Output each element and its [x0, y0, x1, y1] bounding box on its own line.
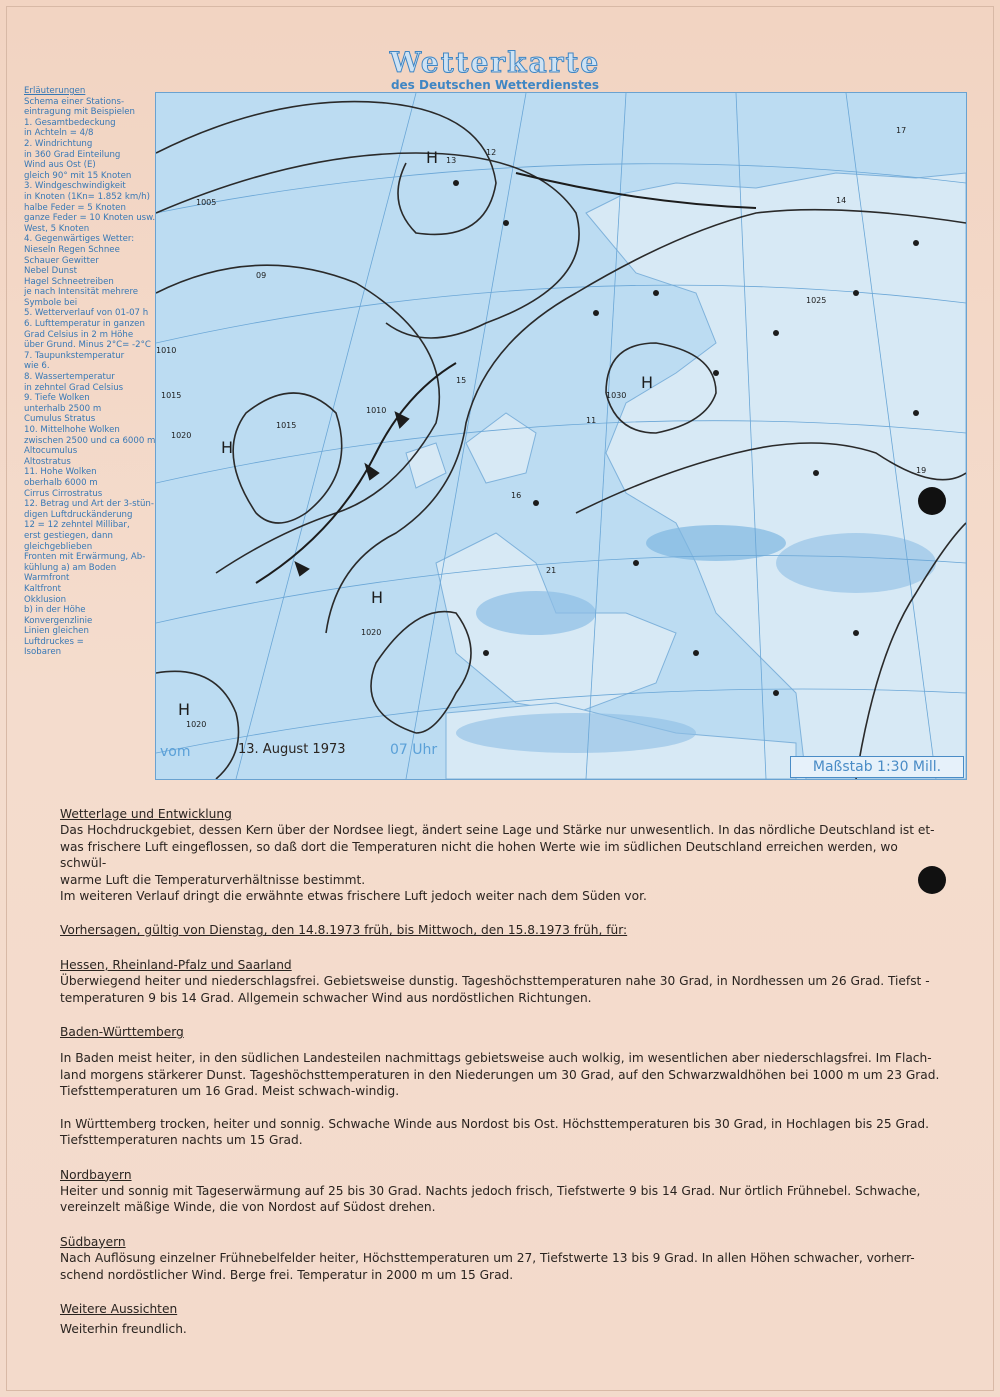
isobar-label-9: 1020	[361, 628, 382, 637]
station-value: 15	[456, 376, 467, 385]
legend-line: Fronten mit Erwärmung, Ab-	[24, 552, 146, 563]
map-graphic	[156, 93, 966, 779]
station-value: 19	[916, 466, 927, 475]
forecast-text	[60, 806, 940, 1338]
legend-line: Cirrus Cirrostratus	[24, 488, 103, 499]
legend-line: Kaltfront	[24, 583, 61, 594]
legend-line: gleichgeblieben	[24, 541, 93, 552]
section-heading-suedbayern: Südbayern	[60, 1234, 126, 1249]
legend-line: Nebel Dunst	[24, 266, 77, 277]
paragraph-line: was frischere Luft eingeflossen, so daß dort die Temperaturen nicht die hohen Werte wie im südlichen Deutschland erreichen werden, wo schwül-	[60, 839, 898, 871]
caption-vom: vom	[160, 744, 191, 760]
legend-line: in Achteln = 4/8	[24, 128, 94, 139]
paragraph-line: In Württemberg trocken, heiter und sonnig. Schwache Winde aus Nordost bis Ost. Höchsttemperaturen bis 30 Grad, in Hochlagen bis 25 Grad.	[60, 1116, 930, 1131]
section-heading-nordbayern: Nordbayern	[60, 1167, 132, 1182]
isobar-label-10: 1020	[186, 720, 207, 729]
legend-line: oberhalb 6000 m	[24, 477, 98, 488]
station-value: 09	[256, 271, 267, 280]
legend-line: 11. Hohe Wolken	[24, 467, 97, 478]
paragraph-line: Tiefsttemperaturen nachts um 15 Grad.	[60, 1133, 303, 1148]
caption-date: 13. August 1973	[238, 742, 346, 757]
station-value: 11	[586, 416, 597, 425]
station-value: 13	[446, 156, 457, 165]
legend-line: Linien gleichen	[24, 626, 89, 637]
isobar-label-1: 1005	[196, 198, 217, 207]
station-value: 21	[546, 566, 557, 575]
legend-line: in zehntel Grad Celsius	[24, 382, 124, 393]
paragraph-line: schend nordöstlicher Wind. Berge frei. Temperatur in 2000 m um 15 Grad.	[60, 1267, 514, 1282]
legend-panel	[24, 86, 159, 658]
paragraph-line: temperaturen 9 bis 14 Grad. Allgemein schwacher Wind aus nordöstlichen Richtungen.	[60, 990, 592, 1005]
legend-line: Nieseln Regen Schnee	[24, 244, 120, 255]
legend-line: halbe Feder = 5 Knoten	[24, 202, 126, 213]
legend-line: 5. Wetterverlauf von 01-07 h	[24, 308, 149, 319]
legend-line: Symbole bei	[24, 297, 78, 308]
legend-line: Isobaren	[24, 647, 62, 658]
section-heading-bw: Baden-Württemberg	[60, 1025, 184, 1040]
legend-line: Altostratus	[24, 456, 71, 467]
isobar-label-4: 1020	[171, 431, 192, 440]
legend-heading: Erläuterungen	[24, 86, 86, 96]
legend-line: Hagel Schneetreiben	[24, 276, 114, 287]
legend-line: eintragung mit Beispielen	[24, 107, 135, 118]
station-value: 17	[896, 126, 907, 135]
legend-line: gleich 90° mit 15 Knoten	[24, 170, 132, 181]
legend-line: Wind aus Ost (E)	[24, 160, 96, 171]
legend-line: 12 = 12 zehntel Millibar,	[24, 520, 130, 531]
paragraph-line: Weiterhin freundlich.	[60, 1322, 187, 1337]
station-value: 14	[836, 196, 847, 205]
legend-line: ganze Feder = 10 Knoten usw.	[24, 213, 156, 224]
paragraph-line: vereinzelt mäßige Winde, die von Nordost auf Südost drehen.	[60, 1200, 436, 1215]
station-value: 12	[486, 148, 497, 157]
weather-map	[155, 92, 967, 780]
legend-line: Schauer Gewitter	[24, 255, 99, 266]
title-sub: des Deutschen Wetterdienstes	[390, 78, 600, 92]
pressure-high-5: H	[426, 148, 439, 167]
legend-line: Warmfront	[24, 573, 70, 584]
isobar-label-5: 1025	[806, 296, 827, 305]
section-heading-aussichten: Weitere Aussichten	[60, 1301, 178, 1316]
paragraph-line: Heiter und sonnig mit Tageserwärmung auf 25 bis 30 Grad. Nachts jedoch frisch, Tiefstwerte 9 bis 14 Grad. Nur örtlich Frühnebel. Schwache,	[60, 1183, 921, 1198]
isobar-label-8: 1015	[276, 421, 297, 430]
legend-line: 4. Gegenwärtiges Wetter:	[24, 234, 135, 245]
legend-line: Okklusion	[24, 594, 67, 605]
section-heading-hessen: Hessen, Rheinland-Pfalz und Saarland	[60, 957, 292, 972]
legend-line: wie 6.	[24, 361, 50, 372]
pressure-high-3: H	[641, 373, 654, 392]
legend-line: Luftdruckes =	[24, 636, 84, 647]
legend-line: in 360 Grad Einteilung	[24, 149, 121, 160]
title-main: Wetterkarte	[389, 46, 601, 79]
legend-line: digen Luftdruckänderung	[24, 509, 133, 520]
legend-line: 3. Windgeschwindigkeit	[24, 181, 126, 192]
paragraph-line: land morgens stärkerer Dunst. Tageshöchsttemperaturen in den Niederungen um 30 Grad, auf den Schwarzwaldhöhen bei 1000 m um 23 Grad.	[60, 1067, 940, 1082]
legend-line: zwischen 2500 und ca 6000 m	[24, 435, 156, 446]
legend-line: 8. Wassertemperatur	[24, 372, 115, 383]
legend-line: 12. Betrag und Art der 3-stün-	[24, 499, 154, 510]
legend-line: erst gestiegen, dann	[24, 530, 113, 541]
station-value: 16	[511, 491, 522, 500]
legend-line: b) in der Höhe	[24, 605, 86, 616]
legend-line: kühlung a) am Boden	[24, 562, 117, 573]
legend-line: Schema einer Stations-	[24, 96, 125, 107]
legend-line: Konvergenzlinie	[24, 615, 93, 626]
pressure-high-4: H	[178, 700, 191, 719]
isobar-label-6: 1030	[606, 391, 627, 400]
caption-scale: Maßstab 1:30 Mill.	[790, 756, 964, 778]
legend-line: Altocumulus	[24, 446, 78, 457]
paragraph-line: In Baden meist heiter, in den südlichen Landesteilen nachmittags gebietsweise auch wolkig, im wesentlichen aber niederschlagsfrei. Im Flach-	[60, 1051, 932, 1066]
legend-line: je nach Intensität mehrere	[24, 287, 139, 298]
isobar-label-7: 1010	[366, 406, 387, 415]
paragraph-line: Im weiteren Verlauf dringt die erwähnte etwas frischere Luft jedoch weiter nach dem Süden vor.	[60, 889, 647, 904]
legend-line: unterhalb 2500 m	[24, 403, 102, 414]
legend-line: 1. Gesamtbedeckung	[24, 117, 116, 128]
legend-line: über Grund. Minus 2°C= -2°C	[24, 340, 151, 351]
paragraph-line: Tiefsttemperaturen um 16 Grad. Meist schwach-windig.	[60, 1084, 400, 1099]
legend-line: 9. Tiefe Wolken	[24, 393, 90, 404]
paragraph-line: Das Hochdruckgebiet, dessen Kern über der Nordsee liegt, ändert seine Lage und Stärke nur unwesentlich. In das nördliche Deutschland ist et-	[60, 823, 935, 838]
relief-iberia	[476, 591, 596, 635]
legend-line: 7. Taupunkstemperatur	[24, 350, 125, 361]
map-title	[360, 48, 630, 92]
punch-hole-icon	[918, 487, 946, 515]
legend-line: Cumulus Stratus	[24, 414, 96, 425]
legend-line: 6. Lufttemperatur in ganzen	[24, 319, 145, 330]
paragraph-line: Nach Auflösung einzelner Frühnebelfelder heiter, Höchsttemperaturen um 27, Tiefstwerte 13 bis 9 Grad. In allen Höhen schwacher, vorherr-	[60, 1251, 915, 1266]
legend-line: 10. Mittelhohe Wolken	[24, 425, 120, 435]
relief-balkan	[776, 533, 936, 593]
isobar-label-3: 1015	[161, 391, 182, 400]
paragraph-line: Überwiegend heiter und niederschlagsfrei. Gebietsweise dunstig. Tageshöchsttemperaturen nahe 30 Grad, in Nordhessen um 26 Grad. Tiefst -	[60, 974, 930, 989]
pressure-high-1: H	[221, 438, 234, 457]
legend-line: 2. Windrichtung	[24, 138, 93, 149]
isobar-label-2: 1010	[156, 346, 177, 355]
caption-time: 07 Uhr	[390, 742, 438, 758]
section-heading-lage: Wetterlage und Entwicklung	[60, 807, 232, 821]
section-heading-vorhersage: Vorhersagen, gültig von Dienstag, den 14.8.1973 früh, bis Mittwoch, den 15.8.1973 früh, für:	[60, 923, 628, 938]
legend-line: in Knoten (1Kn= 1.852 km/h)	[24, 191, 150, 202]
paragraph-line: warme Luft die Temperaturverhältnisse bestimmt.	[60, 872, 366, 887]
legend-line: Grad Celsius in 2 m Höhe	[24, 329, 134, 340]
legend-line: West, 5 Knoten	[24, 223, 90, 234]
pressure-high-2: H	[371, 588, 384, 607]
relief-atlas	[456, 713, 696, 753]
